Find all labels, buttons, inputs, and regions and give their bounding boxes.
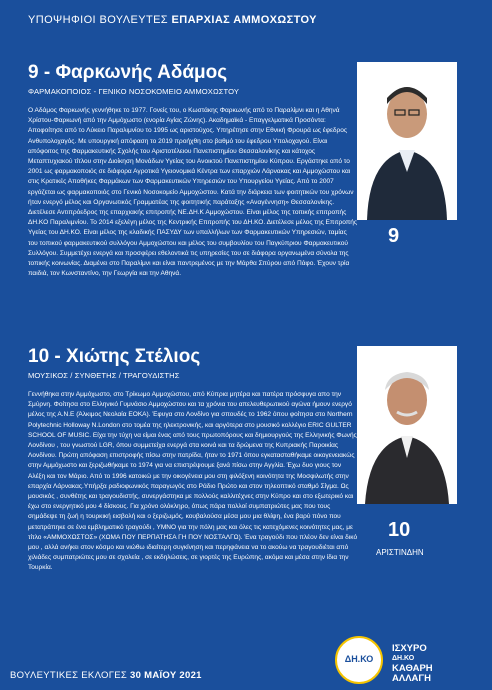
candidate-number-1: 9 bbox=[388, 225, 400, 247]
header-region: ΕΠΑΡΧΙΑΣ ΑΜΜΟΧΩΣΤΟΥ bbox=[171, 14, 317, 26]
slogan-line-2: ΔΗ.ΚΟ bbox=[392, 655, 415, 662]
header-prefix: ΥΠΟΨΗΦΙΟΙ ΒΟΥΛΕΥΤΕΣ bbox=[28, 14, 169, 26]
party-logo-icon bbox=[335, 636, 383, 684]
election-label bbox=[10, 670, 202, 681]
candidate-title: ΜΟΥΣΙΚΟΣ / ΣΥΝΘΕΤΗΣ / ΤΡΑΓΟΥΔΙΣΤΗΣ bbox=[28, 371, 180, 380]
candidate-bio-text: Ο Αδάμος Φαρκωνής γεννήθηκε το 1977. Γονείς του, ο Κωστάκης Φαρκωνής από το Παραλίμνι και η Αθηνά Χρίστου-Φαρκωνή από την Αμμόχωστο (ενορία Αγίας Ζώνης). Ακαδημαϊκά - Επαγγελματικά Προσόντα: Αποφοίτησε από το Λύκειο Παραλιμνίου το 1995 ως αριστούχος. Υπηρέτησε στην Εθνική Φρουρά ως έφεδρος Ανθυπολοχαγός. Με υπουργική απόφαση το 2019 προήχθη στο βαθμό του έφεδρου Υπολοχαγού. Είναι απόφοιτος της Φαρμακευτικής Σχολής του Αριστοτέλειου Πανεπιστημίου Θεσσαλονίκης και κάτοχος Μεταπτυχιακού τίτλου στην Διοίκηση Μονάδων Υγείας του Ανοικτού Πανεπιστημίου Κύπρου. Εργάστηκε από το 2001 ως φαρμακοποιός σε διάφορα Αγροτικά Υγειονομικά Κέντρα των επαρχιών Λάρνακας και Αμμοχώστου και στις Κρατικές Αποθήκες Φαρμάκων των Φαρμακευτικών Υπηρεσιών του Υπουργείου Υγείας. Από το 2007 εργάζεται ως φαρμακοποιός στο Γενικό Νοσοκομείο Αμμοχώστου. Κατά την διάρκεια των φοιτητικών του χρόνων ήταν ενεργό μέλος και Οργανωτικός Γραμματέας της φοιτητικής παράταξης «Αναγέννηση» Θεσσαλονίκης. Διετέλεσε Αντιπρόεδρος της επαρχιακής επιτροπής ΝΕ.ΔΗ.Κ Αμμοχώστου. Είναι μέλος της τοπικής επιτροπής ΔΗ.ΚΟ Παραλιμνίου. Το 2014 εξελέγη μέλος της Κεντρικής Επιτροπής του ΔΗ.ΚΟ. Διετέλεσε μέλος της Επιτροπής Υγείας του ΔΗ.ΚΟ. Είναι μέλος της κλαδικής ΠΑΣΥΔΥ των υπαλλήλων των Φαρμακευτικών Υπηρεσιών, ταμίας του τοπικού φαρμακευτικού συλλόγου Αμμοχώστου και μέλος του συμβουλίου του Παγκύπριου Φαρμακευτικού Συλλόγου. Συμμετέχει ενεργά και προσφέρει εθελοντικά τις υπηρεσίες του σε διάφορα οργανωμένα σύνολα της τοπικής κοινωνίας. Διαμένει στο Παραλίμνι και είναι παντρεμένος με την Μάρθα Σπύρου από Πάφο. Έχουν τρία παιδιά, τον Κωνσταντίνο, την Γεωργία και την Αθηνά. bbox=[28, 107, 358, 278]
slogan-line-3: ΚΑΘΑΡΗ bbox=[392, 663, 433, 674]
candidate-photo-2 bbox=[357, 346, 457, 504]
slogan-line-4: ΑΛΛΑΓΗ bbox=[392, 673, 431, 684]
candidate-bio bbox=[28, 390, 358, 574]
candidate-bio bbox=[28, 106, 358, 279]
election-date: 30 ΜΑΪΟΥ 2021 bbox=[130, 670, 202, 681]
portrait-image bbox=[357, 346, 457, 504]
party-logo-text: ΔΗ.ΚΟ bbox=[344, 654, 374, 664]
candidate-photo-1 bbox=[357, 62, 457, 220]
election-label-text: ΒΟΥΛΕΥΤΙΚΕΣ ΕΚΛΟΓΕΣ bbox=[10, 670, 128, 681]
party-slogan bbox=[392, 644, 482, 684]
candidate-bio-text: Γεννήθηκα στην Αμμόχωστο, στο Τρίκωμο Αμμοχώστου, από Κύπρια μητέρα και πατέρα πρόσφυγα απο την Σμύρνη. Φοίτησα στο Ελληνικό Γυμνάσιο Αμμοχώστου και τα χρόνια του απελευθερωτικού αγώνα ήμουν ενεργό μέλος της Α.Ν.Ε (Άλκιμος Νεολαία ΕΟΚΑ). Έφυγα στο Λονδίνο για σπουδές το 1962 όπου φοίτησα στο Northern Polytechnic Holloway N.London στο τομέα της ηλεκτρονικής, και αργότερα στο μουσικό κολλέγιο ERIC GULTER SCHOOL OF MUSIC. Είχα την τύχη να είμαι ένας από τους πρωτοπόρους και δημιουργούς της Ελληνικής Φωνής Λονδίνου , του γνωστού LGR, όπου συμμετείχα ενεργά στα κοινά και τα δρώμενα της Κυπριακής Παροικίας Λονδίνου. Πρώτη απόφαση επιστροφής πίσω στην πατρίδα, ήταν το 1971 όπου εγκατασταθήκαμε οικογενειακώς στην Αμμόχωστο και ξεριζωθήκαμε το 1974 για να επιστρέψουμε ξανά πίσω στην Αγγλία. Έχω δυο γιους τον Αλέξη και τον Μάριο. Από το 1996 κατοικώ με την οικογένεια μου στη φιλόξενη κοινότητα της Μοσφιλωτής στην επαρχία Λάρνακας.Υπήρξα ραδιοφωνικός παραγωγός στο Ράδιο Πρώτο και στον τηλεοπτικό σταθμό Σίγμα. Ως μουσικός , συνθέτης και τραγουδιστής, συνεργάστηκα με πολλούς καλλιτέχνες στην Κύπρο και στο εξωτερικό και έχω στο ενεργητικό μου 4 δίσκους. Για χρόνο ολόκληρο, όπως πάρα πολλοί συμπατριώτες μας που τους σημάδεψε τη ζωή η τουρκική εισβολή και ο ξεριζωμός, κουβαλούσα μέσα μου μια θλίψη, ένα βαρύ πόνο που μετατράπηκε σε ένα εμβληματικό τραγούδι , ΥΜΝΟ για την πόλη μας και όλες τις κατεχόμενες κοινότητες μας, με τίτλο «ΑΜΜΟΧΩΣΤΟΣ» (ΧΩΜΑ ΠΟΥ ΠΕΡΠΑΤΗΣΑ ΓΗ ΠΟΥ ΝΟΣΤΑΛΓΩ). Ένα τραγούδι που πλέον δεν είναι δικό μου , αλλά ανήκει στον κόσμο και νιώθω ιδιαίτερη συγκίνηση και περηφάνεια να το ακούω να τραγουδιέται από χιλιάδες συμπατριώτες μου σε σχολεία , σε εκδηλώσεις, σε γιορτές της Ευρώπης, ακόμα και μέσα στην ίδια την Τουρκία. bbox=[28, 391, 358, 572]
candidate-name: 9 - Φαρκωνής Αδάμος bbox=[28, 62, 228, 83]
candidate-title: ΦΑΡΜΑΚΟΠΟΙΟΣ - ΓΕΝΙΚΟ ΝΟΣΟΚΟΜΕΙΟ ΑΜΜΟΧΩΣΤΟΥ bbox=[28, 87, 240, 96]
page-header bbox=[28, 14, 317, 26]
candidate-name: 10 - Χιώτης Στέλιος bbox=[28, 346, 201, 367]
page-footer bbox=[0, 628, 492, 690]
candidate-number-2: 10 bbox=[388, 519, 411, 541]
portrait-image bbox=[357, 62, 457, 220]
slogan-line-1: ΙΣΧΥΡΟ bbox=[392, 643, 427, 654]
photo-caption: ΑΡΙΣΤΙΝΔΗΝ bbox=[376, 548, 424, 557]
